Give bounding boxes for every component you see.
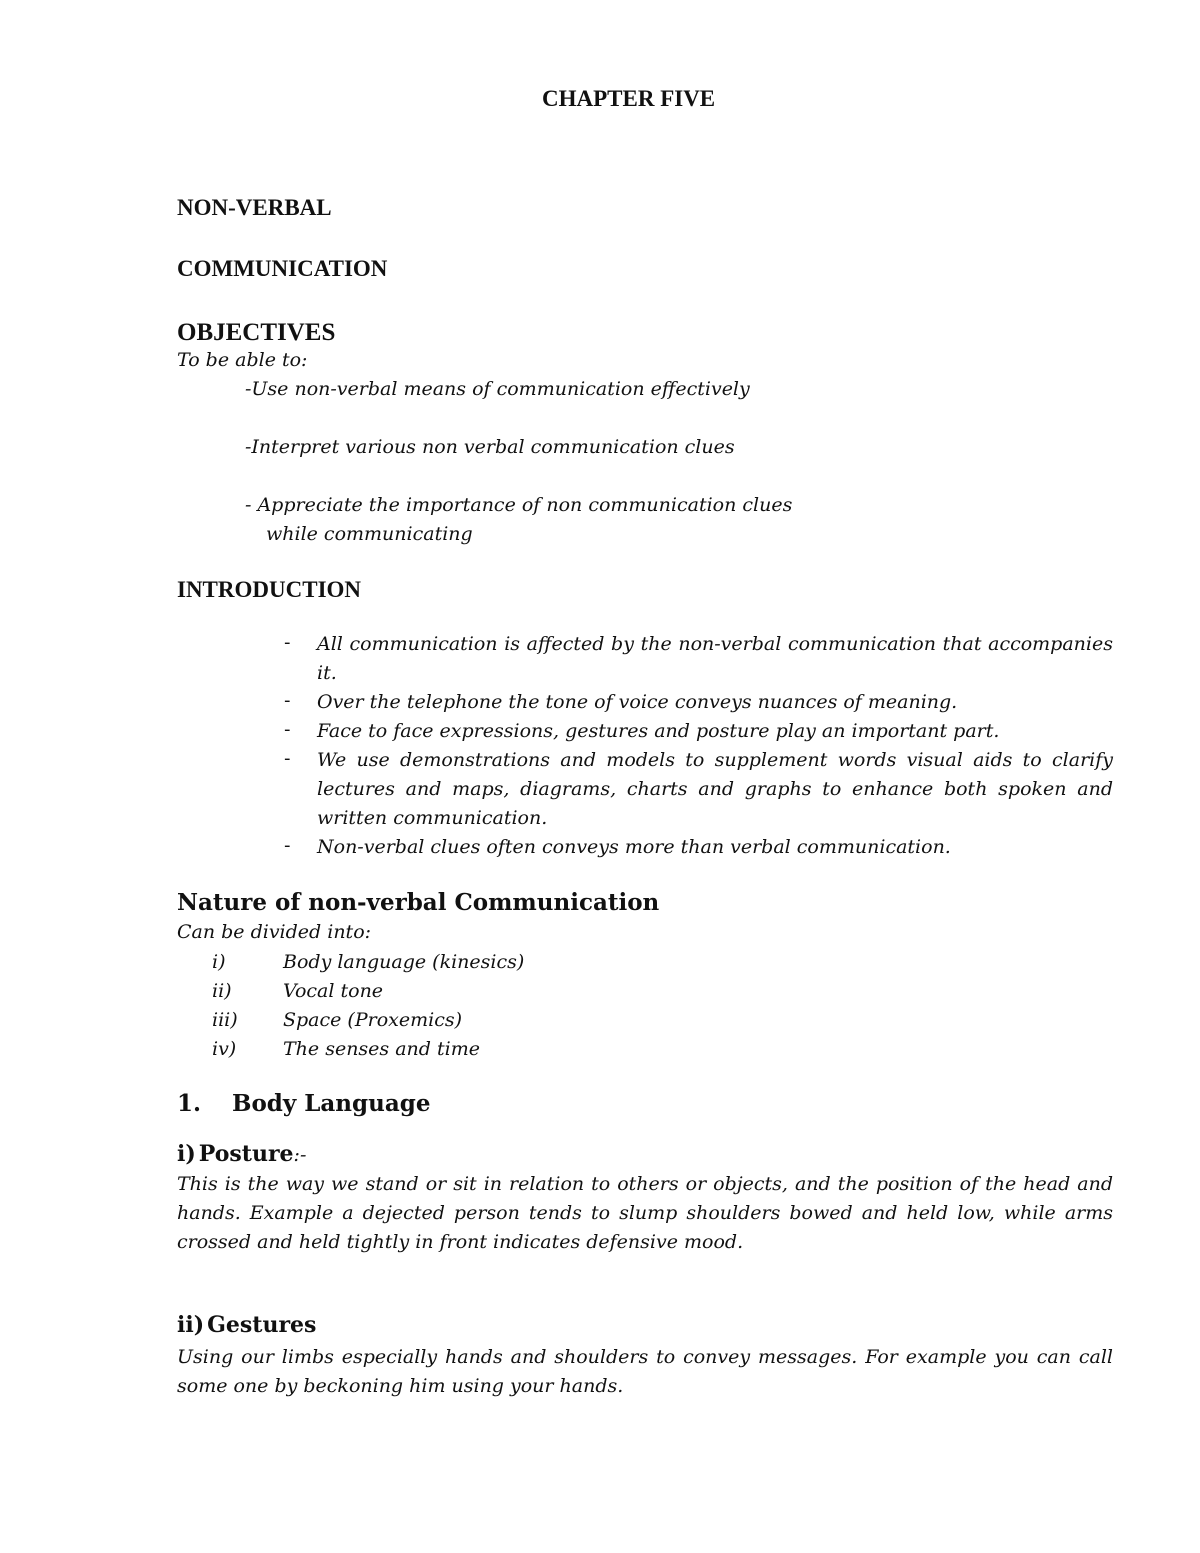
intro-bullet: Non-verbal clues often conveys more than verbal communication. <box>317 836 951 858</box>
bullet-marker: - <box>284 690 291 711</box>
posture-paragraph: This is the way we stand or sit in relation to others or objects, and the position of the head and hands. Example a dejected person tends to slump shoulders bowed and held low, while arms crossed and held tightly in front indicates defensive mood. <box>177 1173 1113 1253</box>
gestures-number: ii) <box>177 1312 205 1338</box>
nature-item-text: Vocal tone <box>283 980 384 1002</box>
nature-item-text: Space (Proxemics) <box>283 1009 463 1031</box>
intro-bullet: Face to face expressions, gestures and posture play an important part. <box>317 720 1000 742</box>
nature-intro: Can be divided into: <box>177 921 372 943</box>
bullet-marker: - <box>284 835 291 856</box>
gestures-title: Gestures <box>207 1312 317 1338</box>
heading-line-1: NON-VERBAL <box>177 195 332 220</box>
bullet-marker: - <box>284 719 291 740</box>
objective-item: -Use non-verbal means of communication effectively <box>245 378 750 400</box>
posture-number: i) <box>177 1141 196 1167</box>
gestures-heading <box>177 1312 316 1338</box>
objective-item: -Interpret various non verbal communication clues <box>245 436 735 458</box>
intro-bullet: All communication is affected by the non-verbal communication that accompanies it. <box>317 633 1113 684</box>
intro-bullet: We use demonstrations and models to supplement words visual aids to clarify lectures and maps, diagrams, charts and graphs to enhance both spoken and written communication. <box>317 749 1113 829</box>
nature-item-number: i) <box>212 951 226 973</box>
body-language-heading: Body Language <box>232 1090 431 1117</box>
posture-title: Posture <box>198 1141 294 1167</box>
nature-heading: Nature of non-verbal Communication <box>177 889 660 916</box>
nature-item-text: The senses and time <box>283 1038 480 1060</box>
section-number: 1. <box>177 1090 202 1117</box>
intro-bullet: Over the telephone the tone of voice conveys nuances of meaning. <box>317 691 958 713</box>
bullet-marker: - <box>284 632 291 653</box>
objective-item-continuation: while communicating <box>266 523 473 545</box>
nature-item-number: iv) <box>212 1038 237 1060</box>
nature-item-text: Body language (kinesics) <box>283 951 525 973</box>
introduction-heading: INTRODUCTION <box>177 577 362 602</box>
heading-line-2: COMMUNICATION <box>177 256 388 281</box>
objective-item: - Appreciate the importance of non communication clues <box>245 494 793 516</box>
gestures-paragraph: Using our limbs especially hands and shoulders to convey messages. For example you can call some one by beckoning him using your hands. <box>177 1346 1113 1397</box>
chapter-title: CHAPTER FIVE <box>542 86 716 111</box>
posture-heading <box>177 1141 306 1167</box>
objectives-heading: OBJECTIVES <box>177 319 336 346</box>
objectives-intro: To be able to: <box>177 349 308 371</box>
bullet-marker: - <box>284 748 291 769</box>
nature-item-number: ii) <box>212 980 232 1002</box>
nature-item-number: iii) <box>212 1009 238 1031</box>
posture-suffix: :- <box>293 1144 307 1166</box>
